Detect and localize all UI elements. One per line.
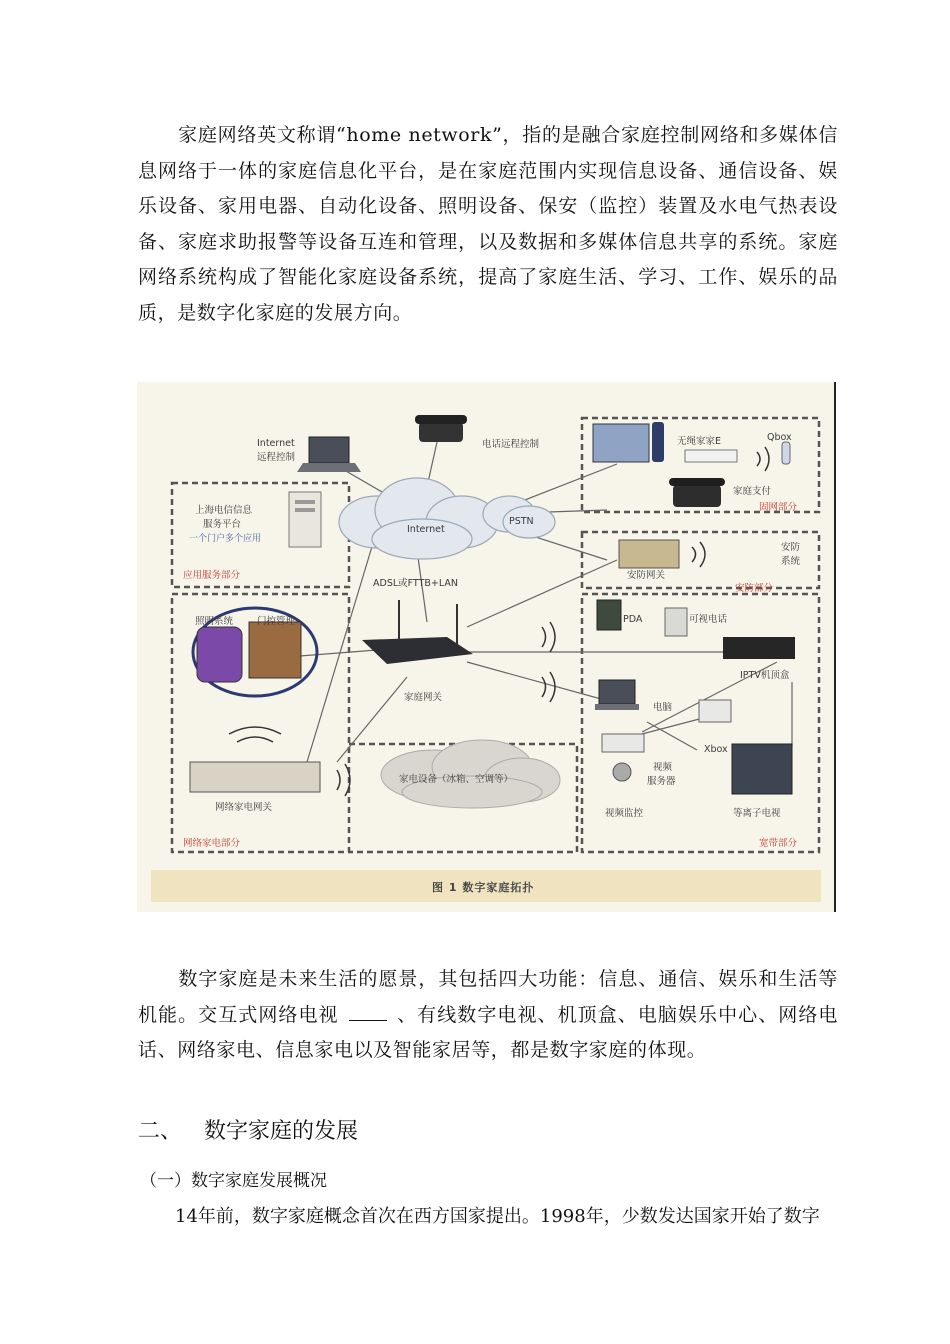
door-lock-icon	[249, 622, 301, 678]
fill-in-blank	[349, 1002, 387, 1021]
label-appliance-section: 网络家电部分	[183, 838, 241, 849]
security-gateway-icon	[619, 540, 679, 568]
cordless-phone-icon	[593, 422, 664, 462]
qbox-handset-icon	[782, 442, 790, 464]
pda-icon	[597, 600, 621, 630]
label-phone-remote: 电话远程控制	[482, 439, 540, 450]
label-remote-control: 远程控制	[257, 452, 296, 463]
label-internet: Internet	[257, 438, 295, 449]
label-service-platform: 服务平台	[203, 519, 242, 530]
label-app-section: 应用服务部分	[183, 570, 241, 581]
qbox-device-icon	[685, 450, 737, 462]
label-adsl: ADSL或FTTB+LAN	[373, 578, 458, 589]
label-media-section: 宽带部分	[759, 838, 798, 849]
label-videophone: 可视电话	[689, 614, 728, 625]
label-home-pay: 家庭支付	[733, 486, 772, 497]
camera-icon	[613, 763, 631, 781]
label-internet-cloud: Internet	[407, 524, 445, 535]
phone-icon	[415, 415, 467, 442]
label-plasma-tv: 等离子电视	[733, 808, 781, 819]
laptop-icon	[297, 437, 361, 472]
label-security-system: 系统	[781, 556, 801, 567]
section-title: 数字家庭的发展	[204, 1119, 359, 1144]
videophone-icon	[665, 608, 687, 636]
history-paragraph: 14年前，数字家庭概念首次在西方国家提出。1998年，少数发达国家开始了数字	[175, 1206, 820, 1227]
pc-laptop-icon	[595, 680, 639, 710]
label-pda: PDA	[623, 614, 643, 625]
label-fixed-section: 固网部分	[759, 502, 798, 513]
appliance-gateway-icon	[190, 762, 320, 792]
label-appliance-gateway: 网络家电网关	[215, 802, 273, 813]
functions-paragraph	[138, 962, 838, 1069]
label-server: 服务器	[647, 776, 676, 787]
section-heading	[138, 1114, 358, 1145]
label-pc: 电脑	[653, 702, 673, 713]
functions-text-after: 、有线数字电视、机顶盒、电脑娱乐中心、网络电话、网络家电、信息家电以及智能家居等，都是数字家庭的体现。	[138, 1003, 838, 1061]
label-home-gateway: 家庭网关	[404, 692, 443, 703]
label-security-gateway: 安防网关	[627, 570, 666, 581]
subsection-heading: （一）数字家庭发展概况	[140, 1171, 327, 1191]
video-server-icon	[602, 734, 644, 752]
intro-paragraph	[138, 118, 838, 331]
label-cordless: 无绳家家E	[677, 436, 722, 447]
label-door-lock: 门控管理	[257, 616, 296, 627]
label-video-monitor: 视频监控	[605, 808, 644, 819]
desk-phone-icon	[669, 478, 725, 507]
figure-caption: 图 1 数字家庭拓扑	[432, 881, 535, 894]
label-security-section: 安防部分	[735, 583, 774, 594]
digital-home-topology-figure	[137, 382, 835, 912]
xbox-icon	[699, 700, 731, 722]
intro-paragraph-text: 家庭网络英文称谓“home network”，指的是融合家庭控制网络和多媒体信息网络于一体的家庭信息化平台，是在家庭范围内实现信息设备、通信设备、娱乐设备、家用电器、自动化设备、照明设备、保安（监控）装置及水电气热表设备、家庭求助报警等设备互连和管理，以及数据和多媒体信息共享的系统。家庭网络系统构成了智能化家庭设备系统，提高了家庭生活、学习、工作、娱乐的品质，是数字化家庭的发展方向。	[138, 124, 838, 324]
label-video: 视频	[653, 762, 673, 773]
label-xbox: Xbox	[704, 744, 728, 755]
label-portal: 一个门户多个应用	[189, 534, 262, 544]
plasma-tv-icon	[732, 744, 792, 794]
iptv-settop-icon	[723, 637, 795, 659]
label-security: 安防	[781, 542, 801, 553]
server-icon	[289, 492, 321, 547]
label-appliances: 家电设备（冰箱、空调等）	[399, 774, 514, 785]
section-number: 二、	[138, 1119, 183, 1144]
label-sh-telecom: 上海电信信息	[195, 505, 253, 516]
figure-right-edge	[834, 382, 836, 912]
label-iptv: IPTV机顶盒	[740, 670, 790, 681]
label-qbox: Qbox	[767, 432, 792, 443]
lighting-icon	[197, 627, 242, 682]
label-lighting: 照明系统	[195, 616, 234, 627]
functions-text-before: 数字家庭是未来生活的愿景，其包括四大功能：信息、通信、娱乐和生活等机能。交互式网络电视	[138, 968, 838, 1026]
label-pstn-cloud: PSTN	[509, 516, 534, 527]
